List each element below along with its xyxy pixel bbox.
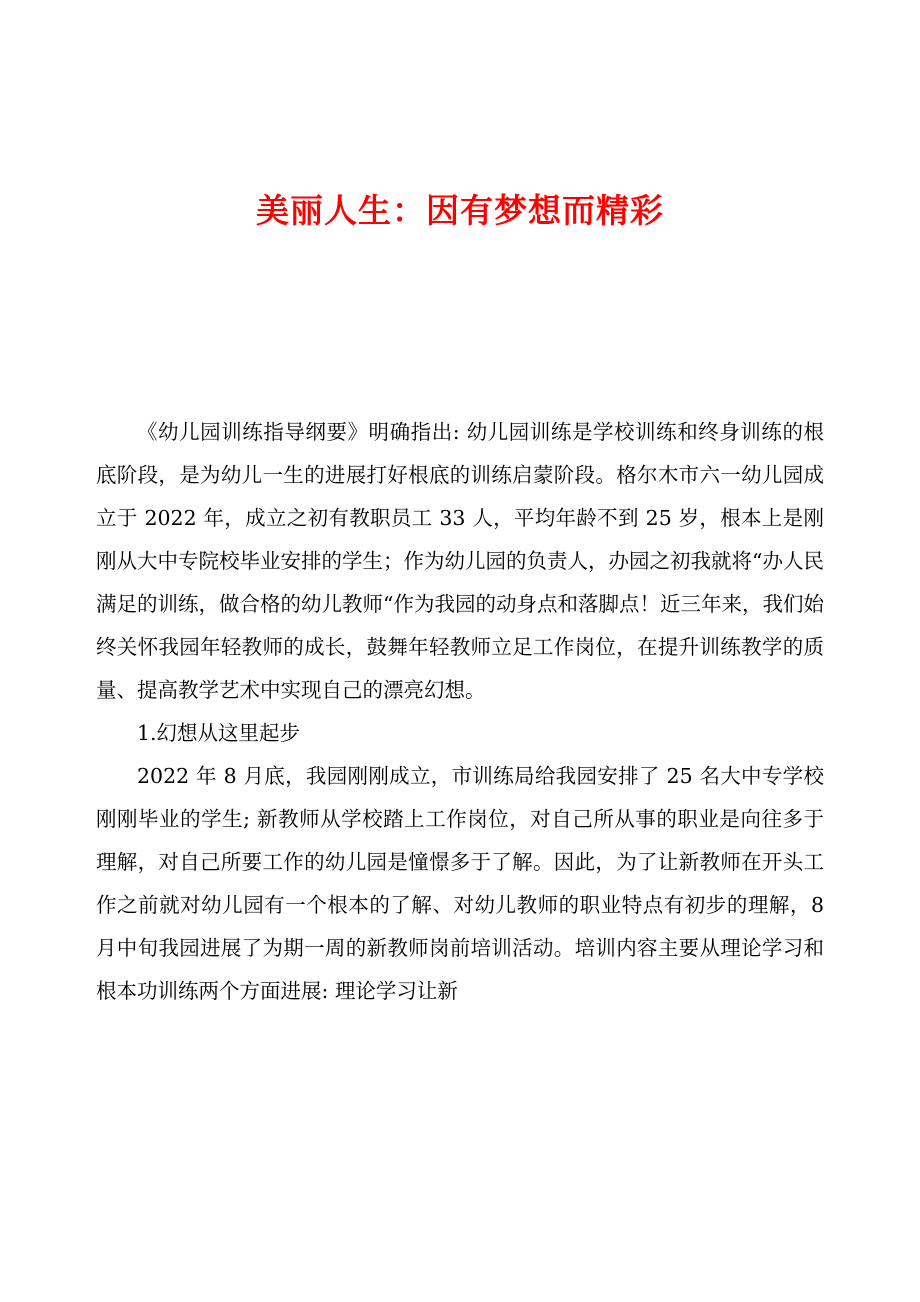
- paragraph: 1.幻想从这里起步: [137, 720, 301, 745]
- paragraph: 2022 年 8 月底，我园刚刚成立，市训练局给我园安排了 25 名大中专学校刚刚毕业的学生; 新教师从学校踏上工作岗位，对自己所从事的职业是向往多于理解，对自己所要工作的幼儿园是憧憬多于了解。因此，为了让新教师在开头工作之前就对幼儿园有一个根本的了解、对幼儿教师的职业特点有初步的理解，8 月中旬我园进展了为期一周的新教师岗前培训活动。培训内容主要从理论学习和根本功训练两个方面进展: 理论学习让新: [96, 763, 824, 1003]
- paragraph: 《幼儿园训练指导纲要》明确指出: 幼儿园训练是学校训练和终身训练的根底阶段，是为幼儿一生的进展打好根底的训练启蒙阶段。格尔木市六一幼儿园成立于 2022 年，成立之初有教职员工 33 人，平均年龄不到 25 岁，根本上是刚刚从大中专院校毕业安排的学生；作为幼儿园的负责人，办园之初我就将“办人民满足的训练，做合格的幼儿教师“作为我园的动身点和落脚点！近三年来，我们始终关怀我园年轻教师的成长，鼓舞年轻教师立足工作岗位，在提升训练教学的质量、提高教学艺术中实现自己的漂亮幻想。: [96, 419, 824, 702]
- document-body: [96, 411, 824, 1013]
- page-title: 美丽人生：因有梦想而精彩: [256, 191, 664, 230]
